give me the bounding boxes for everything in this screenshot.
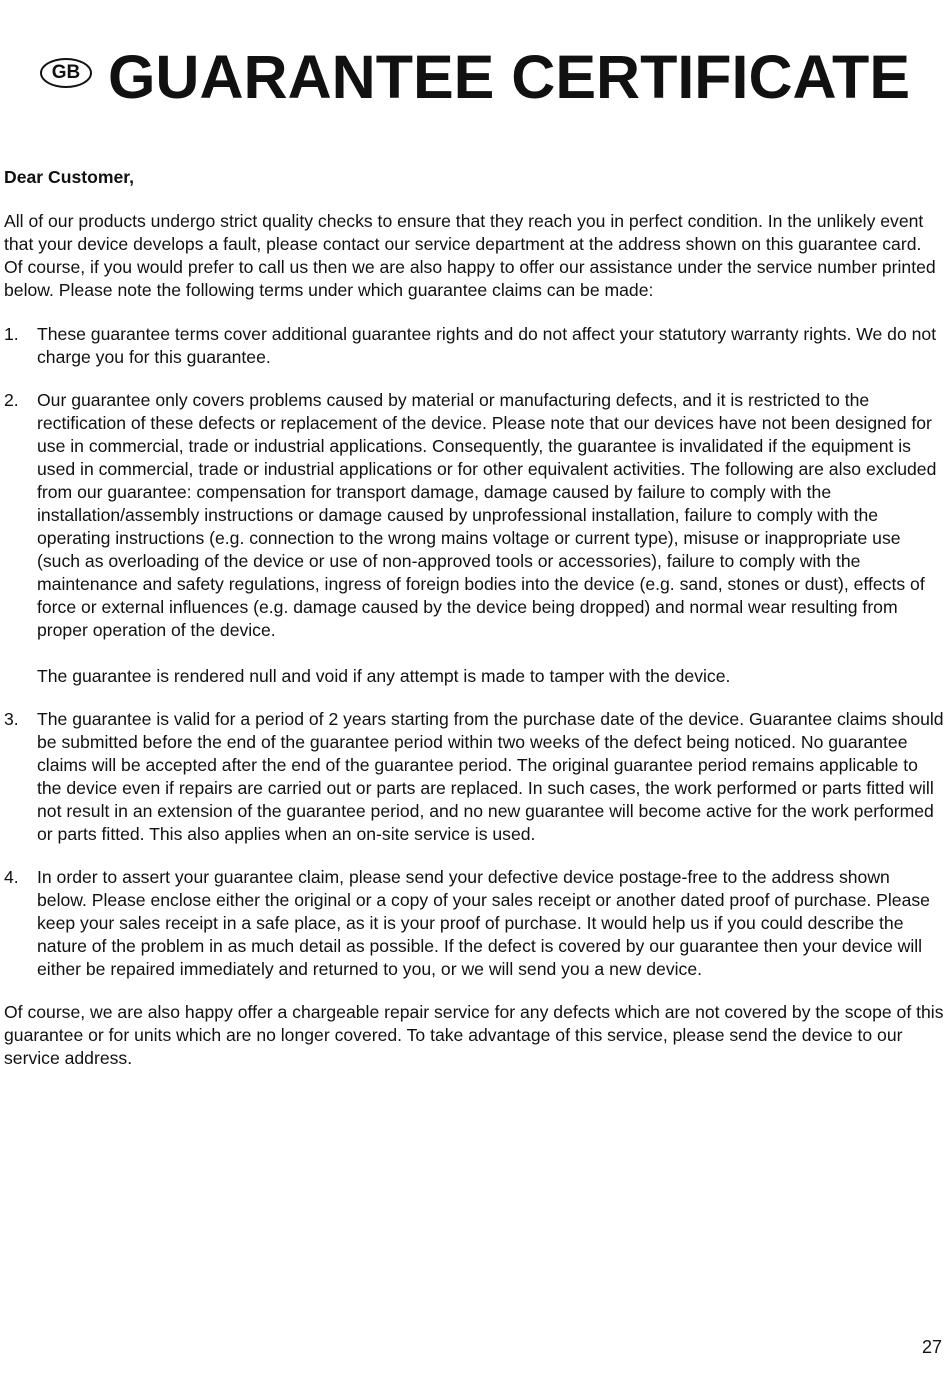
- clause-2: [4, 389, 944, 688]
- page-title: GUARANTEE CERTIFICATE: [107, 43, 911, 111]
- page-number: 27: [921, 1337, 942, 1357]
- page-header: [0, 42, 950, 112]
- clause-text: Our guarantee only covers problems caused by material or manufacturing defects, and it is restricted to the rectification of these defects or replacement of the device. Please note that our devices have not been designed for use in commercial, trade or industrial applications. Consequently, the guarantee is invalidated if the equipment is used in commercial, trade or industrial applications or for other equivalent activities. The following are also excluded from our guarantee: compensation for transport damage, damage caused by failure to comply with the installation/assembly instructions or damage caused by unprofessional installation, failure to comply with the operating instructions (e.g. connection to the wrong mains voltage or current type), misuse or inappropriate use (such as overloading of the device or use of non-approved tools or accessories), failure to comply with the maintenance and safety regulations, ingress of foreign bodies into the device (e.g. sand, stones or dust), effects of force or external influences (e.g. damage caused by the device being dropped) and normal wear resulting from proper operation of the device.: [37, 390, 937, 640]
- clause-4: [4, 866, 944, 981]
- salutation: Dear Customer,: [4, 167, 135, 187]
- clause-number: 4.: [4, 867, 19, 887]
- clause-text: In order to assert your guarantee claim, please send your defective device postage-free to the address shown below. Please enclose either the original or a copy of your sales receipt or another dated proof of purchase. Please keep your sales receipt in a safe place, as it is your proof of purchase. It would help us if you could describe the nature of the problem in as much detail as possible. If the defect is covered by our guarantee then your device will either be repaired immediately and returned to you, or we will send you a new device.: [37, 867, 930, 979]
- clause-number: 2.: [4, 390, 19, 410]
- closing-paragraph: Of course, we are also happy offer a chargeable repair service for any defects which are not covered by the scope of this guarantee or for units which are no longer covered. To take advantage of this service, please send the device to our service address.: [4, 1002, 944, 1068]
- clause-number: 1.: [4, 324, 19, 344]
- clause-subtext: The guarantee is rendered null and void if any attempt is made to tamper with the device.: [37, 666, 731, 686]
- clause-text: The guarantee is valid for a period of 2 years starting from the purchase date of the device. Guarantee claims should be submitted before the end of the guarantee period within two weeks of the defect being noticed. No guarantee claims will be accepted after the end of the guarantee period. The original guarantee period remains applicable to the device even if repairs are carried out or parts are replaced. In such cases, the work performed or parts fitted will not result in an extension of the guarantee period, and no new guarantee will become active for the work performed or parts fitted. This also applies when an on-site service is used.: [37, 709, 944, 844]
- clause-number: 3.: [4, 709, 19, 729]
- clause-3: [4, 708, 944, 846]
- guarantee-letter: [4, 166, 944, 1070]
- intro-paragraph: All of our products undergo strict quality checks to ensure that they reach you in perfect condition. In the unlikely event that your device develops a fault, please contact our service department at the address shown on this guarantee card. Of course, if you would prefer to call us then we are also happy to offer our assistance under the service number printed below. Please note the following terms under which guarantee claims can be made:: [4, 211, 936, 300]
- clause-text: These guarantee terms cover additional guarantee rights and do not affect your statutory warranty rights. We do not charge you for this guarantee.: [37, 324, 937, 367]
- country-code-badge: GB: [40, 58, 92, 88]
- clause-1: [4, 323, 944, 369]
